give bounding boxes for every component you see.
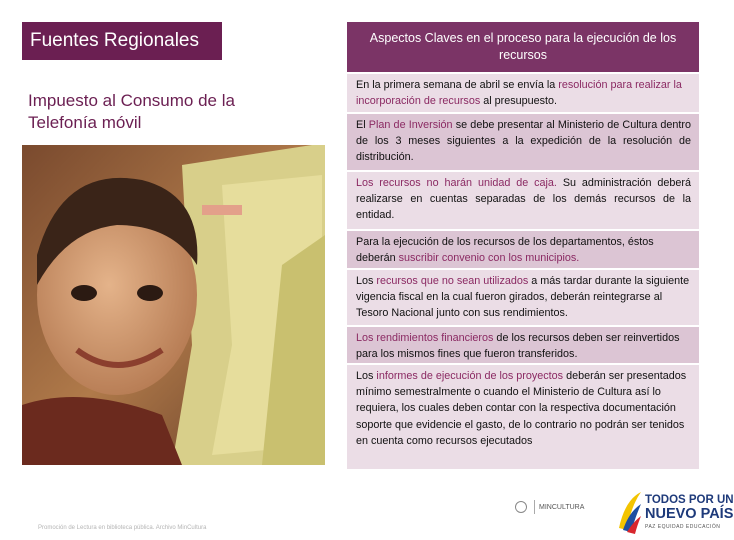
list-item: Los recursos no harán unidad de caja. Su administración deberá realizarse en cuentas separadas de los demás recursos de la entidad. — [347, 170, 699, 229]
title-banner — [22, 22, 222, 60]
page-title: Fuentes Regionales — [30, 30, 199, 51]
todos-por-un-nuevo-pais-logo: TODOS POR UN NUEVO PAÍS PAZ EQUIDAD EDUCACIÓN — [615, 488, 715, 534]
list-item: Para la ejecución de los recursos de los departamentos, éstos deberán suscribir convenio con los municipios. — [347, 229, 699, 268]
child-reading-photo — [22, 145, 325, 465]
photo-illustration — [22, 145, 325, 465]
key-aspects-panel — [347, 22, 699, 469]
list-item: Los recursos que no sean utilizados a más tardar durante la siguiente vigencia fiscal en la cual fueron girados, deberán reintegrarse al Tesoro Nacional junto con sus rendimientos. — [347, 268, 699, 325]
photo-caption: Promoción de Lectura en biblioteca pública. Archivo MinCultura — [38, 525, 207, 531]
list-item: El Plan de Inversión se debe presentar al Ministerio de Cultura dentro de los 3 meses siguientes a la expedición de la resolución de distribución. — [347, 112, 699, 170]
page-subtitle: Impuesto al Consumo de la Telefonía móvil — [28, 91, 235, 132]
list-item: En la primera semana de abril se envía la resolución para realizar la incorporación de recursos al presupuesto. — [347, 72, 699, 112]
colombia-stripes-icon — [615, 490, 643, 534]
mincultura-logo: MINCULTURA — [515, 500, 584, 514]
panel-heading: Aspectos Claves en el proceso para la ejecución de los recursos — [347, 22, 699, 72]
list-item: Los informes de ejecución de los proyectos deberán ser presentados mínimo semestralmente o cuando el Ministerio de Cultura así lo requiera, los cuales deben contar con la respectiva documentación soporte que evidencie el gasto, de lo contrario no podrán ser tenidos en cuenta como recursos ejecutados — [347, 363, 699, 469]
colombia-seal-icon — [515, 501, 527, 513]
list-item: Los rendimientos financieros de los recursos deben ser reinvertidos para los mismos fines que fueron transferidos. — [347, 325, 699, 363]
footer-logos — [515, 484, 734, 536]
